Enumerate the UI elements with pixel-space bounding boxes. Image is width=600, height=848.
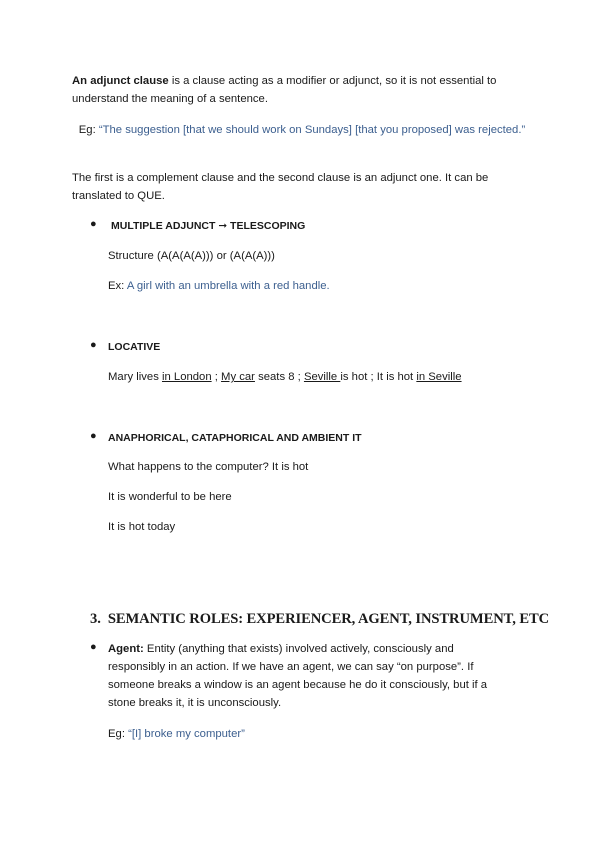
section-3-heading xyxy=(90,611,549,628)
intro-text: is a clause acting as a modifier or adjunct, so it is not essential to understand the meaning of a sentence. xyxy=(72,75,497,105)
telescoping-example xyxy=(108,277,330,295)
multiple-adjunct-heading: MULTIPLE ADJUNCT ➞ TELESCOPING xyxy=(111,220,306,232)
section-number: 3. xyxy=(90,611,101,627)
locative-part: is hot ; It is hot xyxy=(340,371,417,383)
locative-underlined: My car xyxy=(221,371,255,383)
agent-line: someone breaks a window is an agent because he do it consciously, but if a xyxy=(108,679,488,691)
locative-underlined: Seville xyxy=(303,371,341,383)
structure-line: Structure (A(A(A(A))) or (A(A(A))) xyxy=(108,250,275,262)
agent-example xyxy=(108,725,245,743)
agent-example-text: “[I] broke my computer” xyxy=(128,728,245,740)
ambient-it-heading: ANAPHORICAL, CATAPHORICAL AND AMBIENT IT xyxy=(108,432,362,444)
bullet-icon: ● xyxy=(90,218,97,230)
intro-paragraph xyxy=(72,72,532,108)
bullet-icon: ● xyxy=(90,430,97,442)
locative-example xyxy=(108,368,462,386)
locative-underlined: in Seville xyxy=(416,371,462,383)
agent-line: responsibly in an action. If we have an agent, we can say “on purpose”. If xyxy=(108,661,474,673)
agent-term: Agent: xyxy=(108,643,144,655)
agent-example-label: Eg: xyxy=(108,728,129,740)
example-text: A girl with an umbrella with a red handle. xyxy=(126,280,330,292)
explanation-paragraph: The first is a complement clause and the second clause is an adjunct one. It can be translated to QUE. xyxy=(72,172,489,202)
agent-line xyxy=(108,640,538,658)
ambient-it-line: What happens to the computer? It is hot xyxy=(108,461,309,473)
ambient-it-line: It is wonderful to be here xyxy=(108,491,232,503)
bullet-icon: ● xyxy=(90,339,97,351)
agent-line: stone breaks it, it is unconsciously. xyxy=(108,697,282,709)
example-1 xyxy=(72,121,532,139)
bullet-icon: ● xyxy=(90,641,97,653)
ambient-it-line: It is hot today xyxy=(108,521,176,533)
agent-line-text: Entity (anything that exists) involved actively, consciously and xyxy=(143,643,454,655)
example-1-label: Eg: xyxy=(78,124,99,136)
locative-underlined: in London xyxy=(161,371,212,383)
locative-part: Mary lives xyxy=(108,371,162,383)
section-title: SEMANTIC ROLES: EXPERIENCER, AGENT, INSTRUMENT, ETC xyxy=(107,611,550,627)
example-1-quote: “The suggestion [that we should work on Sundays] [that you proposed] was rejected.” xyxy=(98,124,526,136)
locative-part: seats 8 ; xyxy=(254,371,304,383)
locative-heading: LOCATIVE xyxy=(108,341,161,353)
locative-part: ; xyxy=(211,371,222,383)
intro-term: An adjunct clause xyxy=(72,75,169,87)
example-label: Ex: xyxy=(108,280,127,292)
